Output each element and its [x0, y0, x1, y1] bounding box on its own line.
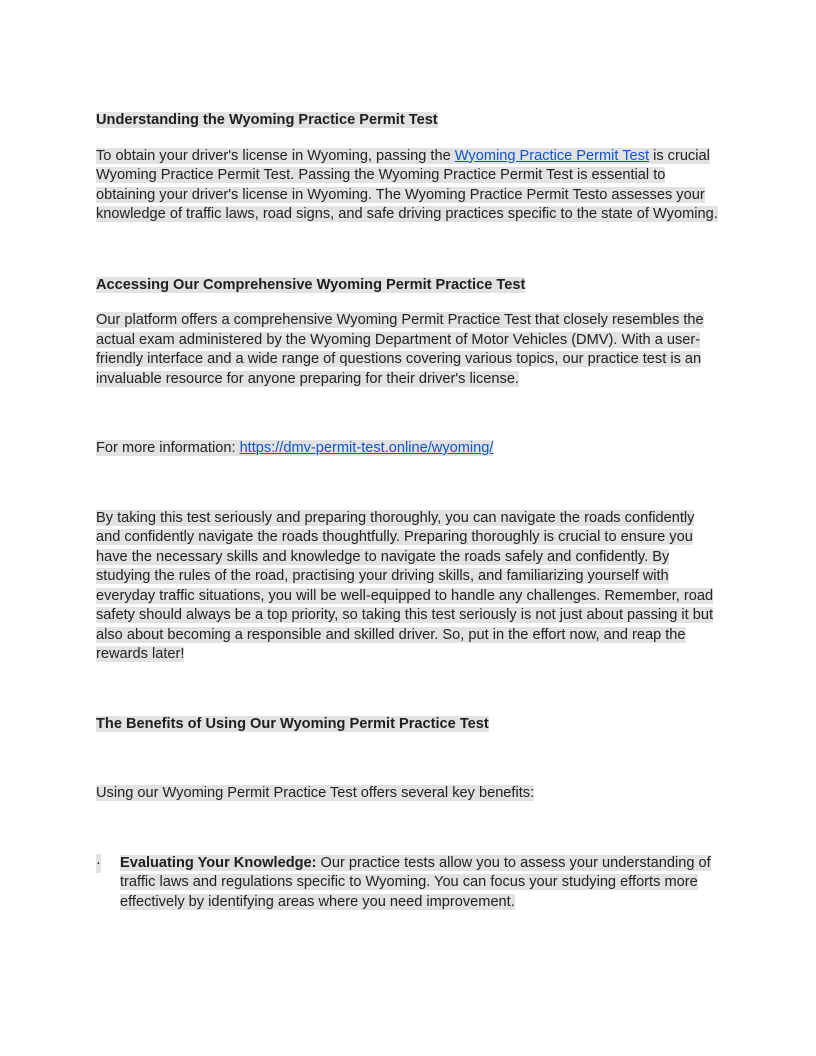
benefits-intro: Using our Wyoming Permit Practice Test offers several key benefits:: [96, 785, 535, 801]
more-info-line: For more information: https://dmv-permit-test.online/wyoming/: [96, 440, 494, 456]
heading-accessing: Accessing Our Comprehensive Wyoming Permit Practice Test: [96, 276, 526, 293]
permit-test-link[interactable]: Wyoming Practice Permit Test: [454, 147, 650, 164]
paragraph-accessing: Our platform offers a comprehensive Wyoming Permit Practice Test that closely resembles the actual exam administered by the Wyoming Department of Motor Vehicles (DMV). With a user-friendly interface and a wide range of questions covering various topics, our practice test is an invaluable resource for anyone preparing for their driver's license.: [96, 312, 704, 387]
more-info-link[interactable]: https://dmv-permit-test.online/wyoming/: [239, 440, 494, 456]
bullet-text: Our practice tests allow you to assess your understanding of traffic laws and regulations specific to Wyoming. You can focus your studying efforts more effectively by identifying areas where you need improvement.: [120, 854, 711, 910]
bullet-title: Evaluating Your Knowledge:: [120, 854, 317, 871]
paragraph-understanding: To obtain your driver's license in Wyoming, passing the Wyoming Practice Permit Test is crucial Wyoming Practice Permit Test. Passing the Wyoming Practice Permit Test is essential to obtaining your driver's license in Wyoming. The Wyoming Practice Permit Testo assesses your knowledge of traffic laws, road signs, and safe driving practices specific to the state of Wyoming.: [96, 147, 718, 222]
heading-benefits: The Benefits of Using Our Wyoming Permit Practice Test: [96, 715, 489, 732]
document-page: [96, 111, 720, 912]
paragraph-preparation: By taking this test seriously and preparing thoroughly, you can navigate the roads confidently and confidently navigate the roads thoughtfully. Preparing thoroughly is crucial to ensure you have the necessary skills and knowledge to navigate the roads safely and confidently. By studying the rules of the road, practising your driving skills, and familiarizing yourself with everyday traffic situations, you will be well-equipped to handle any challenges. Remember, road safety should always be a top priority, so taking this test seriously is not just about passing it but also about becoming a responsible and skilled driver. So, put in the effort now, and reap the rewards later!: [96, 509, 714, 662]
heading-understanding: Understanding the Wyoming Practice Permit Test: [96, 112, 438, 128]
bullet-dot-icon: ·: [96, 854, 101, 874]
bullet-evaluating-knowledge: [96, 854, 720, 913]
